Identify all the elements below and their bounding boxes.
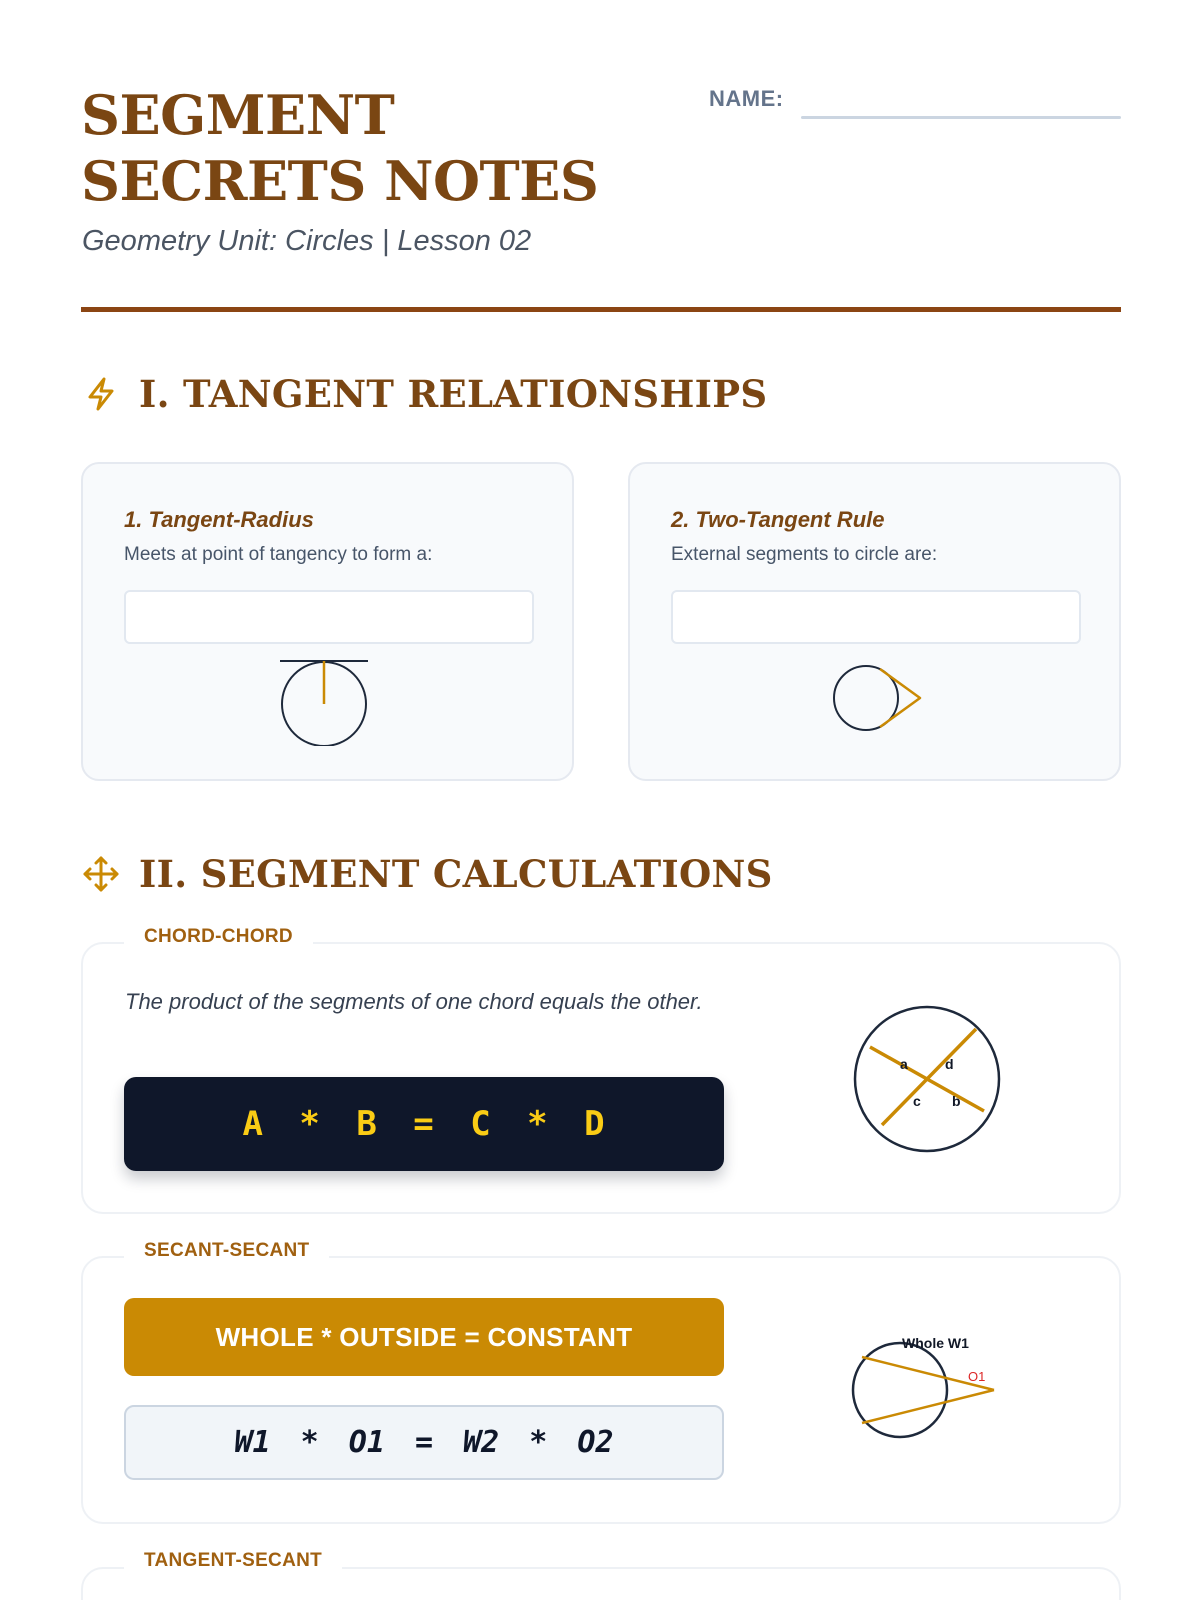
chord-chord-description: The product of the segments of one chord equals the other. (125, 989, 703, 1014)
card-description: Meets at point of tangency to form a: (124, 544, 433, 565)
secant-secant-diagram (850, 1328, 1000, 1440)
tangent-secant-label: TANGENT-SECANT (124, 1550, 342, 1572)
card-title: 2. Two-Tangent Rule (671, 507, 885, 532)
section-heading-text: I. TANGENT RELATIONSHIPS (139, 372, 768, 416)
tangent-radius-answer-field[interactable] (124, 590, 534, 644)
chord-label-b: b (952, 1093, 961, 1109)
chord-label-d: d (945, 1056, 954, 1072)
page-subtitle: Geometry Unit: Circles | Lesson 02 (82, 225, 532, 257)
move-arrows-icon (81, 854, 121, 894)
section-heading-tangent (81, 372, 767, 416)
lightning-icon (81, 374, 121, 414)
chord-label-a: a (900, 1056, 908, 1072)
name-label: NAME: (709, 86, 784, 111)
secant-label-outside: O1 (968, 1369, 986, 1384)
two-tangent-answer-field[interactable] (671, 590, 1081, 644)
secant-secant-label: SECANT-SECANT (124, 1240, 329, 1262)
secant-secant-formula: W1 * O1 = W2 * O2 (124, 1405, 724, 1480)
secant-secant-rule: WHOLE * OUTSIDE = CONSTANT (124, 1298, 724, 1376)
section-heading-segments (81, 852, 773, 896)
tangent-radius-diagram (278, 650, 370, 746)
tangent-radius-card (81, 462, 574, 781)
header-divider (81, 307, 1121, 312)
chord-chord-formula: A * B = C * D (124, 1077, 724, 1171)
two-tangent-card (628, 462, 1121, 781)
card-description: External segments to circle are: (671, 544, 938, 565)
section-heading-text: II. SEGMENT CALCULATIONS (139, 852, 773, 896)
card-title: 1. Tangent-Radius (124, 507, 314, 532)
two-tangent-diagram (832, 662, 928, 734)
chord-chord-label: CHORD-CHORD (124, 926, 313, 948)
page-title: SEGMENT SECRETS NOTES (81, 83, 599, 213)
name-field[interactable] (801, 116, 1121, 119)
chord-chord-diagram (852, 1003, 1002, 1155)
secant-label-whole: Whole W1 (902, 1335, 969, 1351)
chord-label-c: c (913, 1093, 921, 1109)
